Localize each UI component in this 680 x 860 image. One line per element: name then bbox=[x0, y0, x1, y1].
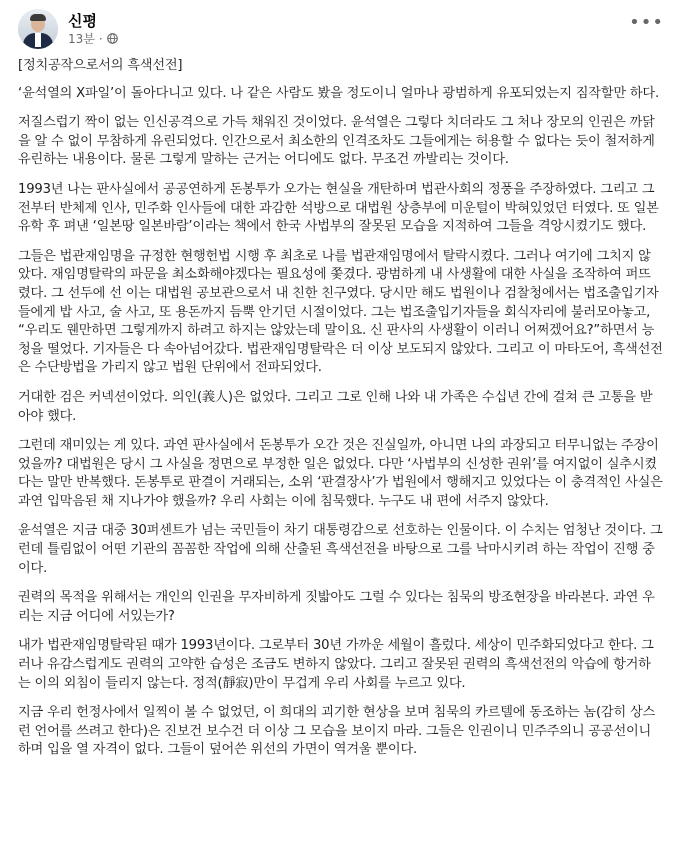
paragraph: 1993년 나는 판사실에서 공공연하게 돈봉투가 오가는 현실을 개탄하며 법관사회의 정풍을 주장하였다. 그리고 그 전부터 반체제 인사, 민주화 인사들에 대한 과감한 석방으로 대법원 상층부에 미운털이 박혀있었던 터였다. 또 일본유학 후 펴낸 ‘일본땅 일본바람’이라는 책에서 한국 사법부의 잘못된 모습을 지적하여 그들을 격앙시켰기도 했다. bbox=[18, 181, 659, 235]
post-body bbox=[18, 57, 663, 771]
paragraph: 지금 우리 헌정사에서 일찍이 볼 수 없었던, 이 희대의 괴기한 현상을 보며 침묵의 카르텔에 동조하는 놈(감히 상스런 언어를 쓰려고 한다)은 진보건 보수건 더 이상 그 모습을 보이지 마라. 그들은 인권이니 민주주의니 공공선이니 하며 입을 열 자격이 없다. 그들이 덮어쓴 위선의 가면이 역겨울 뿐이다. bbox=[18, 705, 656, 758]
paragraph: 그들은 법관재임명을 규정한 현행헌법 시행 후 최초로 나를 법관재임명에서 탈락시켰다. 그러나 여기에 그치지 않았다. 재임명탈락의 파문을 최소화해야겠다는 필요성에 쫓겼다. 광범하게 내 사생활에 대한 사실을 조작하여 퍼뜨렸다. 그 선두에 선 이는 대법원 공보관으로서 내 친한 친구였다. 당시만 해도 법원이나 검찰청에서는 법조출입기자들에게 밥 사고, 술 사고, 또 용돈까지 듬뿍 안기던 시절이었다. 그는 법조출입기자들을 회식자리에 불러모아놓고, “우리도 웬만하면 그렇게까지 하려고 하지는 않았는데 말이요. 신 판사의 사생활이 이러니 어쩌겠어요?”하면서 능청을 떨었다. 기자들은 다 속아넘어갔다. 법관재임명탈락은 더 이상 보도되지 않았다. 그리고 이 마타도어, 흑색선전은 수단방법을 가리지 않고 법원 단위에서 전파되었다. bbox=[18, 248, 663, 376]
paragraph: ‘윤석열의 X파일’이 돌아다니고 있다. 나 같은 사람도 봤을 정도이니 얼마나 광범하게 유포되었는지 짐작할만 하다. bbox=[18, 85, 659, 101]
paragraph: 내가 법관재임명탈락된 때가 1993년이다. 그로부터 30년 가까운 세월이 흘렀다. 세상이 민주화되었다고 한다. 그러나 유감스럽게도 권력의 고약한 습성은 조금도 변하지 않았다. 그리고 잘못된 권력의 흑색선전의 악습에 항거하는 이의 외침이 들리지 않는다. 정적(靜寂)만이 무겁게 우리 사회를 누르고 있다. bbox=[18, 638, 654, 691]
author-name[interactable]: 신평 bbox=[68, 11, 97, 30]
globe-icon[interactable] bbox=[107, 33, 118, 44]
paragraph: 거대한 검은 커넥션이었다. 의인(義人)은 없었다. 그리고 그로 인해 나와 내 가족은 수십년 간에 걸쳐 큰 고통을 받아야 했다. bbox=[18, 389, 653, 424]
paragraph: 저질스럽기 짝이 없는 인신공격으로 가득 채워진 것이었다. 윤석열은 그렇다 치더라도 그 처나 장모의 인권은 까닭을 알 수 없이 무참하게 유린되었다. 인간으로서 최소한의 인격조차도 그들에게는 허용할 수 없다는 듯이 철저하게 유린하는 내용이다. 물론 그렇게 말하는 근거는 어디에도 없다. 무조건 까발리는 것이다. bbox=[18, 115, 655, 168]
post-header bbox=[18, 6, 118, 52]
post-timestamp[interactable]: 13분 bbox=[68, 31, 95, 46]
post-subline bbox=[68, 31, 118, 47]
more-options-icon[interactable]: ••• bbox=[629, 12, 664, 33]
paragraph: 그런데 재미있는 게 있다. 과연 판사실에서 돈봉투가 오간 것은 진실일까, 아니면 나의 과장되고 터무니없는 주장이었을까? 대법원은 당시 그 사실을 정면으로 부정한 일은 없었다. 다만 ‘사법부의 신성한 권위’를 여지없이 실추시켰다는 말만 반복했다. 돈봉투로 판결이 거래되는, 소위 ‘판결장사’가 법원에서 행해지고 있었다는 이 충격적인 사실은 과연 입막음된 채 지나가야 했을까? 우리 사회는 이에 침묵했다. 누구도 내 편에 서주지 않았다. bbox=[18, 438, 663, 509]
separator: · bbox=[98, 31, 103, 46]
paragraph: 권력의 목적을 위해서는 개인의 인권을 무자비하게 짓밟아도 그럴 수 있다는 침묵의 방조현장을 바라본다. 과연 우리는 지금 어디에 서있는가? bbox=[18, 590, 655, 624]
paragraph: 윤석열은 지금 대중 30퍼센트가 넘는 국민들이 차기 대통령감으로 선호하는 인물이다. 이 수치는 엄청난 것이다. 그런데 틀림없이 어떤 기관의 꼼꼼한 작업에 의해 산출된 흑색선전을 바탕으로 그를 낙마시키려 하는 작업이 진행 중이다. bbox=[18, 523, 663, 576]
post-title: [정치공작으로서의 흑색선전] bbox=[18, 58, 183, 73]
post-meta bbox=[68, 12, 118, 47]
avatar[interactable] bbox=[18, 9, 58, 49]
